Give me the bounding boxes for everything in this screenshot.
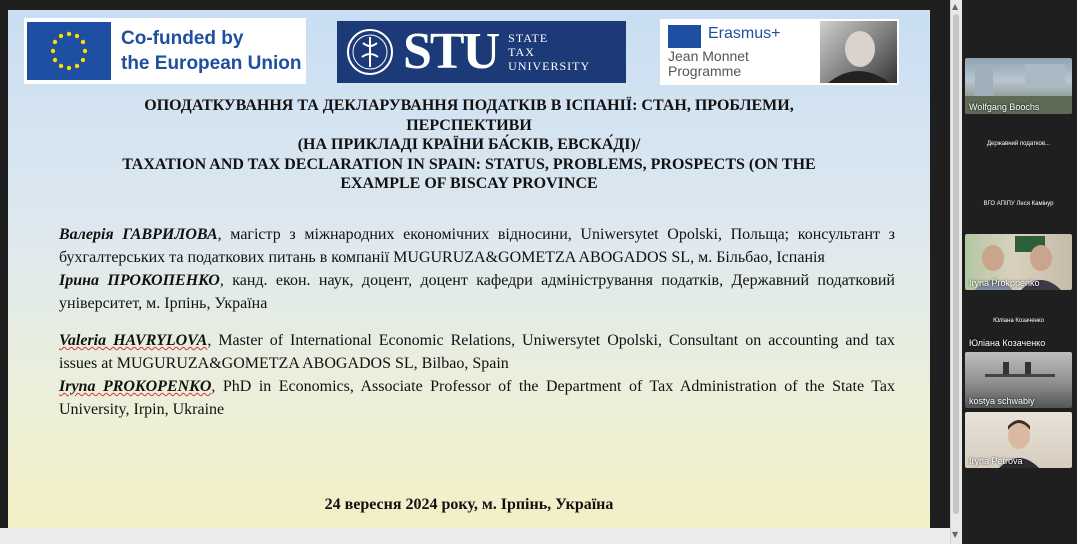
author-name: Ірина ПРОКОПЕНКО: [59, 272, 220, 289]
erasmus-jean-monnet-logo: [660, 19, 899, 85]
stu-university-logo: [337, 21, 626, 83]
author-details: , Master of International Economic Relations, Uniwersytet Opolski, Consultant on accounting and tax issues at MUGURUZA&GOMETZA ABOGADOS SL, Bilbao, Spain: [59, 332, 896, 372]
title-uk-line3: (НА ПРИКЛАДІ КРАЇНИ БА́СКІВ, ЕВСКА́ДІ)/: [297, 136, 641, 153]
stu-logo-sub1: STATE: [508, 31, 549, 45]
participant-name: Iryna Prokopenko: [969, 278, 1040, 288]
participant-label: ВГО АПІПУ Леся Камінур: [983, 201, 1054, 207]
erasmus-flag-icon: [668, 25, 701, 48]
participant-name: Юліана Козаченко: [969, 338, 1046, 348]
participant-name: Wolfgang Boochs: [969, 102, 1040, 112]
jean-monnet-portrait-image: [820, 21, 897, 83]
author-details: , PhD in Economics, Associate Professor of the Department of Tax Administration of the State Tax University, Irpin, Ukraine: [59, 378, 896, 418]
stu-logo-sub2: TAX: [508, 45, 535, 59]
author-name: Valeria HAVRYLOVA: [59, 332, 208, 349]
participant-tile[interactable]: [965, 294, 1072, 350]
participant-tile[interactable]: [965, 176, 1072, 232]
erasmus-line2: Programme: [668, 63, 742, 79]
author-details: , канд. екон. наук, доцент, доцент кафедри адміністрування податків, Державний податковий університет, м. Ірпінь, Україна: [59, 272, 895, 312]
author-name: Валерія ГАВРИЛОВА: [59, 226, 218, 243]
eu-logo-line2: the European Union: [121, 53, 302, 74]
presentation-slide: [8, 10, 930, 528]
participant-label: Юліана Козаченко: [993, 318, 1044, 324]
eu-flag-icon: [27, 22, 111, 80]
stu-logo-abbr: STU: [403, 23, 499, 80]
erasmus-title: Erasmus+: [708, 25, 781, 42]
erasmus-line1: Jean Monnet: [668, 48, 749, 64]
participant-name: kostya schwabiy: [969, 396, 1035, 406]
stu-emblem-icon: [345, 27, 395, 77]
participant-tile[interactable]: [965, 117, 1072, 173]
eu-logo-line1: Co-funded by: [121, 28, 244, 49]
participant-label: Державний податков...: [986, 141, 1051, 147]
author-details: , магістр з міжнародних економічних відносини, Uniwersytet Opolski, Польща; консультант з бухгалтерських та податкових питань в компанії MUGURUZA&GOMETZA ABOGADOS SL, м. Більбао, Іспанія: [59, 226, 895, 266]
authors-block: [59, 223, 895, 421]
authors-ukrainian: [59, 223, 895, 315]
scroll-down-arrow-icon[interactable]: ▼: [952, 530, 959, 539]
author-entry: [59, 375, 895, 421]
author-entry: [59, 223, 895, 269]
scrollbar-thumb[interactable]: [953, 14, 959, 514]
slide-title: [48, 96, 890, 194]
title-en-line1: TAXATION AND TAX DECLARATION IN SPAIN: STATUS, PROBLEMS, PROSPECTS (ON THE: [122, 155, 816, 173]
slide-bottom-strip: [0, 528, 960, 544]
title-uk-line1: ОПОДАТКУВАННЯ ТА ДЕКЛАРУВАННЯ ПОДАТКІВ В ІСПАНІЇ: СТАН, ПРОБЛЕМИ,: [144, 97, 794, 114]
eu-cofunded-logo: [24, 18, 306, 84]
participant-name: Iryna Petrova: [969, 456, 1023, 466]
title-en-line2: EXAMPLE OF BISCAY PROVINCE: [340, 175, 598, 192]
author-entry: [59, 329, 895, 375]
authors-english: [59, 329, 895, 421]
participant-tile[interactable]: [965, 352, 1072, 408]
stu-logo-sub3: UNIVERSITY: [508, 59, 591, 73]
conference-date-line: 24 вересня 2024 року, м. Ірпінь, Україна: [324, 496, 614, 513]
scroll-up-arrow-icon[interactable]: ▲: [952, 2, 959, 11]
title-uk-line2: ПЕРСПЕКТИВИ: [406, 116, 532, 134]
author-name: Iryna PROKOPENKO: [59, 378, 212, 395]
participant-tile[interactable]: [965, 412, 1072, 468]
author-entry: [59, 269, 895, 315]
participant-tile[interactable]: [965, 58, 1072, 114]
participant-tile[interactable]: [965, 234, 1072, 290]
